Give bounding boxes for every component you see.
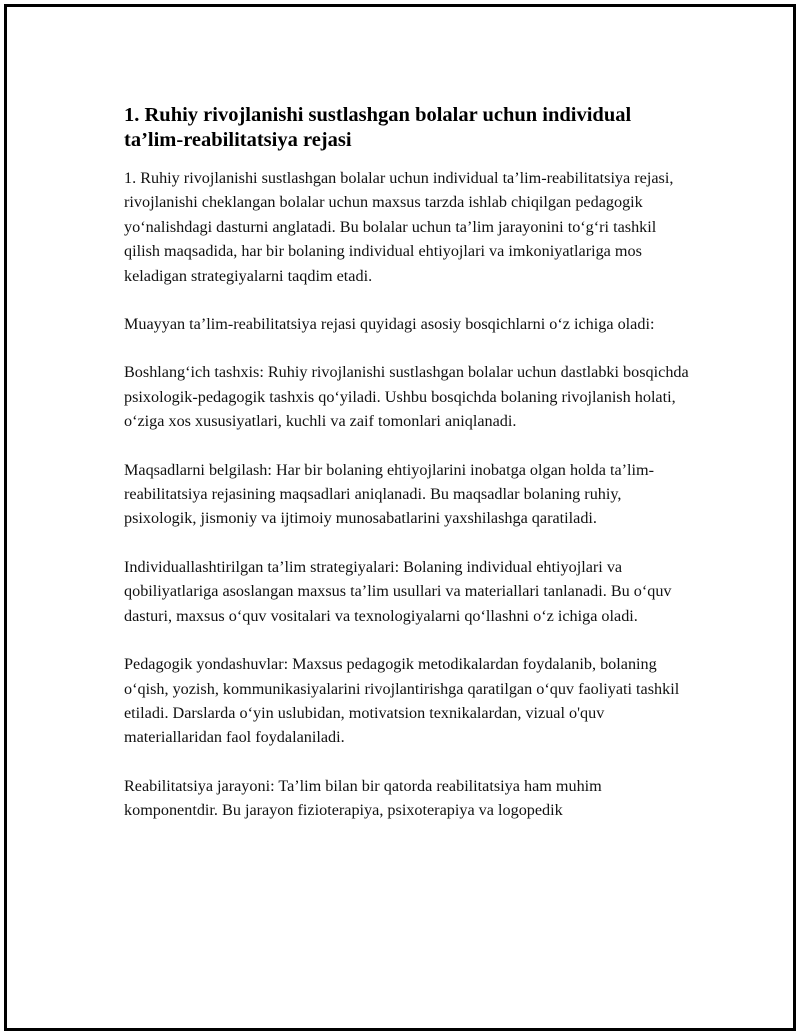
document-page [4, 4, 796, 1031]
paragraph-intro: 1. Ruhiy rivojlanishi sustlashgan bolalar uchun individual ta’lim-reabilitatsiya rejasi, rivojlanishi cheklangan bolalar uchun maxsus tarzda ishlab chiqilgan pedagogik yo‘nalishdagi dasturni anglatadi. Bu bolalar uchun ta’lim jarayonini to‘g‘ri tashkil qilish maqsadida, har bir bolaning individual ehtiyojlari va imkoniyatlariga mos keladigan strategiyalarni taqdim etadi. [124, 169, 674, 285]
document-body [124, 103, 694, 823]
paragraph-stages-intro: Muayyan ta’lim-reabilitatsiya rejasi quyidagi asosiy bosqichlarni o‘z ichiga oladi: [124, 315, 655, 334]
paragraph-initial-diagnosis: Boshlang‘ich tashxis: Ruhiy rivojlanishi sustlashgan bolalar uchun dastlabki bosqichda psixologik-pedagogik tashxis qo‘yiladi. Ushbu bosqichda bolaning rivojlanish holati, o‘ziga xos xususiyatlari, kuchli va zaif tomonlari aniqlanadi. [124, 363, 689, 431]
paragraph-pedagogical-approaches: Pedagogik yondashuvlar: Maxsus pedagogik metodikalardan foydalanib, bolaning o‘qish, yozish, kommunikasiyalarini rivojlantirishga qaratilgan o‘quv faoliyati tashkil etiladi. Darslarda o‘yin uslubidan, motivatsion texnikalardan, vizual o'quv materiallaridan faol foydalaniladi. [124, 655, 680, 747]
paragraph-rehabilitation-process: Reabilitatsiya jarayoni: Ta’lim bilan bir qatorda reabilitatsiya ham muhim komponentdir. Bu jarayon fizioterapiya, psixoterapiya va logopedik [124, 776, 602, 820]
paragraph-individual-strategies: Individuallashtirilgan ta’lim strategiyalari: Bolaning individual ehtiyojlari va qobiliyatlariga asoslangan maxsus ta’lim usullari va materiallari tanlanadi. Bu o‘quv dasturi, maxsus o‘quv vositalari va texnologiyalarni qo‘llashni o‘z ichiga oladi. [124, 557, 672, 625]
paragraph-goal-setting: Maqsadlarni belgilash: Har bir bolaning ehtiyojlarini inobatga olgan holda ta’lim-reabilitatsiya rejasining maqsadlari aniqlanadi. Bu maqsadlar bolaning ruhiy, psixologik, jismoniy va ijtimoiy munosabatlarini yaxshilashga qaratiladi. [124, 460, 655, 528]
document-title: 1. Ruhiy rivojlanishi sustlashgan bolalar uchun individual ta’lim-reabilitatsiya rejasi [124, 104, 632, 151]
